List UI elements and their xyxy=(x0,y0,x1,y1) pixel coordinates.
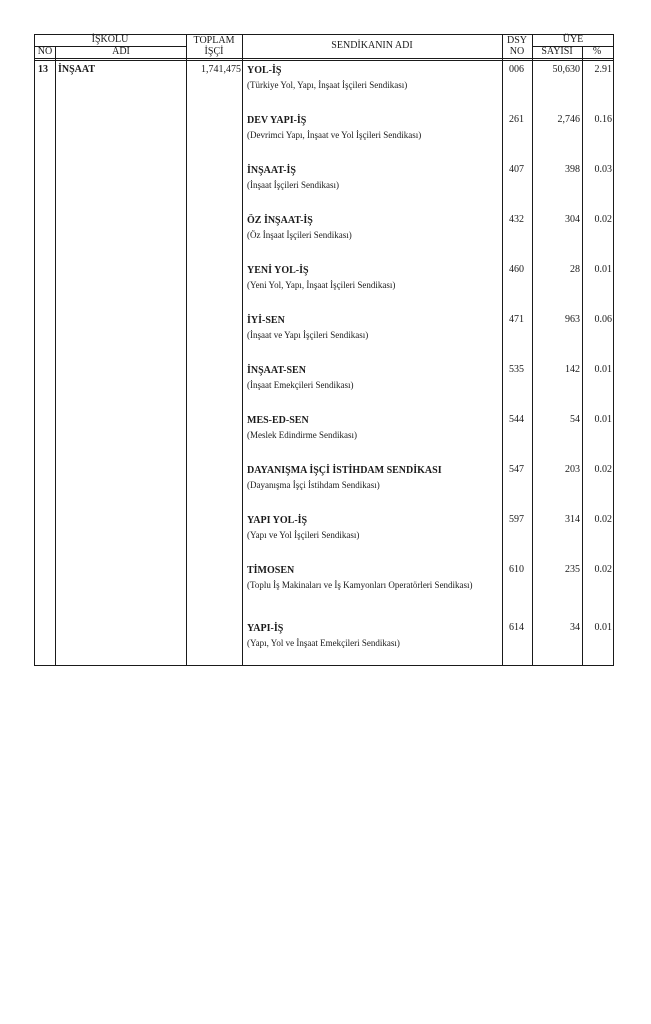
union-full-name: (Meslek Edindirme Sendikası) xyxy=(247,430,357,440)
col-line-no xyxy=(55,46,56,666)
union-full-name: (Devrimci Yapı, İnşaat ve Yol İşçileri Sendikası) xyxy=(247,130,422,140)
union-member-percent: 0.02 xyxy=(594,564,612,575)
union-name: YENİ YOL-İŞ xyxy=(247,265,309,276)
union-name: YAPI-İŞ xyxy=(247,623,284,634)
union-member-count: 28 xyxy=(570,264,580,275)
header-uye: ÜYE xyxy=(562,34,584,45)
union-full-name: (Türkiye Yol, Yapı, İnşaat İşçileri Sendikası) xyxy=(247,80,408,90)
union-member-count: 314 xyxy=(565,514,580,525)
sector-no: 13 xyxy=(38,64,48,75)
union-member-percent: 2.91 xyxy=(594,64,612,75)
union-member-percent: 0.02 xyxy=(594,214,612,225)
union-member-count: 142 xyxy=(565,364,580,375)
union-member-count: 304 xyxy=(565,214,580,225)
union-member-count: 398 xyxy=(565,164,580,175)
col-line-toplam xyxy=(242,34,243,666)
header-dsy-no: NO xyxy=(509,46,525,57)
header-bottom-border-double xyxy=(34,60,614,61)
union-dsy-no: 432 xyxy=(509,214,524,225)
union-member-percent: 0.02 xyxy=(594,514,612,525)
col-line-left xyxy=(34,34,35,666)
header-toplam: TOPLAM xyxy=(193,35,235,46)
union-name: MES-ED-SEN xyxy=(247,415,309,426)
union-dsy-no: 544 xyxy=(509,414,524,425)
union-full-name: (İnşaat Emekçileri Sendikası) xyxy=(247,380,354,390)
union-member-count: 203 xyxy=(565,464,580,475)
union-name: TİMOSEN xyxy=(247,565,295,576)
union-member-percent: 0.01 xyxy=(594,414,612,425)
union-name: DEV YAPI-İŞ xyxy=(247,115,307,126)
col-line-dsy xyxy=(532,34,533,666)
union-name: ÖZ İNŞAAT-İŞ xyxy=(247,215,313,226)
col-line-sendika xyxy=(502,34,503,666)
header-bottom-border xyxy=(34,58,614,59)
header-sub-divider-iskolu xyxy=(34,46,186,47)
union-name: İNŞAAT-SEN xyxy=(247,365,306,376)
union-dsy-no: 471 xyxy=(509,314,524,325)
union-dsy-no: 261 xyxy=(509,114,524,125)
col-line-adi xyxy=(186,34,187,666)
union-dsy-no: 597 xyxy=(509,514,524,525)
union-dsy-no: 535 xyxy=(509,364,524,375)
header-percent: % xyxy=(592,46,602,57)
union-member-percent: 0.03 xyxy=(594,164,612,175)
union-dsy-no: 006 xyxy=(509,64,524,75)
union-name: DAYANIŞMA İŞÇİ İSTİHDAM SENDİKASI xyxy=(247,465,442,476)
union-member-percent: 0.01 xyxy=(594,622,612,633)
union-member-count: 34 xyxy=(570,622,580,633)
union-dsy-no: 547 xyxy=(509,464,524,475)
union-member-count: 235 xyxy=(565,564,580,575)
col-line-right xyxy=(613,34,614,666)
union-name: İNŞAAT-İŞ xyxy=(247,165,296,176)
header-sendikanin-adi: SENDİKANIN ADI xyxy=(331,40,413,51)
union-dsy-no: 614 xyxy=(509,622,524,633)
union-member-percent: 0.01 xyxy=(594,264,612,275)
union-name: YAPI YOL-İŞ xyxy=(247,515,308,526)
union-full-name: (İnşaat İşçileri Sendikası) xyxy=(247,180,339,190)
union-member-percent: 0.16 xyxy=(594,114,612,125)
union-member-count: 963 xyxy=(565,314,580,325)
sector-name: İNŞAAT xyxy=(58,64,96,75)
union-member-count: 2,746 xyxy=(557,114,580,125)
union-member-percent: 0.01 xyxy=(594,364,612,375)
union-full-name: (Yapı ve Yol İşçileri Sendikası) xyxy=(247,530,360,540)
union-full-name: (İnşaat ve Yapı İşçileri Sendikası) xyxy=(247,330,369,340)
union-name: İYİ-SEN xyxy=(247,315,285,326)
header-adi: ADI xyxy=(112,46,130,57)
union-member-percent: 0.02 xyxy=(594,464,612,475)
header-dsy: DSY xyxy=(506,35,528,46)
union-full-name: (Yapı, Yol ve İnşaat Emekçileri Sendikası) xyxy=(247,638,400,648)
union-dsy-no: 407 xyxy=(509,164,524,175)
table-bottom-border xyxy=(34,665,614,666)
sector-total-workers: 1,741,475 xyxy=(201,64,241,75)
union-name: YOL-İŞ xyxy=(247,65,282,76)
union-member-percent: 0.06 xyxy=(594,314,612,325)
union-full-name: (Toplu İş Makinaları ve İş Kamyonları Operatörleri Sendikası) xyxy=(247,580,473,590)
union-member-count: 54 xyxy=(570,414,580,425)
col-line-sayisi xyxy=(582,46,583,666)
union-member-count: 50,630 xyxy=(552,64,580,75)
union-full-name: (Yeni Yol, Yapı, İnşaat İşçileri Sendikası) xyxy=(247,280,396,290)
header-isci: İŞÇİ xyxy=(204,46,224,57)
union-full-name: (Öz İnşaat İşçileri Sendikası) xyxy=(247,230,352,240)
union-dsy-no: 610 xyxy=(509,564,524,575)
header-iskolu: İŞKOLU xyxy=(91,34,129,45)
header-sayisi: SAYISI xyxy=(541,46,573,57)
header-no: NO xyxy=(37,46,53,57)
union-full-name: (Dayanışma İşçi İstihdam Sendikası) xyxy=(247,480,380,490)
union-dsy-no: 460 xyxy=(509,264,524,275)
